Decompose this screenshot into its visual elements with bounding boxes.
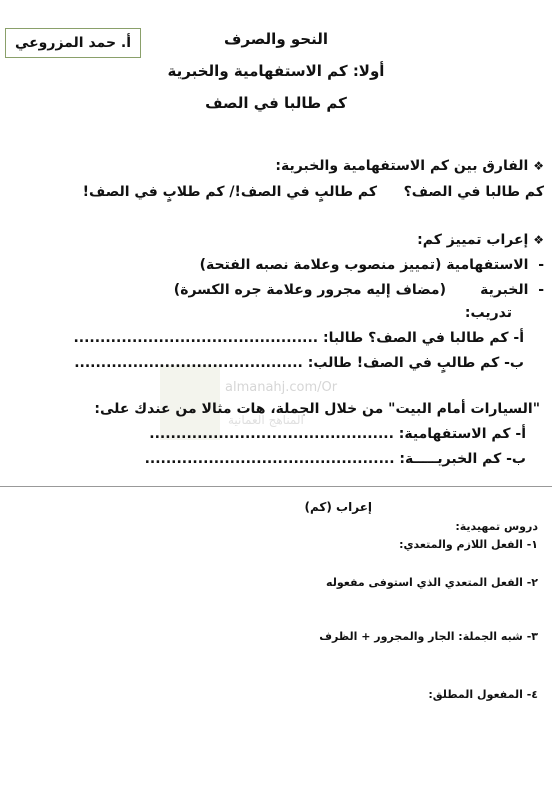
dash-bullet-icon: - — [538, 257, 544, 273]
predicative-example: كم طالبٍ في الصف!/ كم طلابٍ في الصف! — [82, 184, 377, 200]
tamyeez-item-rule: (مضاف إليه مجرور وعلامة جره الكسرة) — [173, 282, 446, 298]
tamyeez-item-label: الاستفهامية — [446, 257, 529, 273]
exercise-line-a: أ- كم الاستفهامية: .............................................. — [149, 426, 526, 442]
tamyeez-item-predicative — [174, 282, 544, 298]
subject-title: النحو والصرف — [224, 30, 328, 48]
page-divider — [0, 486, 552, 487]
tamyeez-heading-text: إعراب تمييز كم: — [417, 232, 529, 248]
section2-item-1: ١- الفعل اللازم والمتعدي: — [399, 538, 538, 551]
difference-heading — [275, 158, 544, 174]
tamyeez-item-label: الخبرية — [480, 282, 529, 298]
diamond-bullet-icon: ❖ — [533, 159, 544, 173]
section2-item-2: ٢- الفعل المتعدي الذي استوفى مفعوله — [326, 576, 538, 589]
training-line-b: ب- كم طالبٍ في الصف! طالب: ........................................... — [74, 355, 524, 371]
section2-intro: دروس تمهيدية: — [455, 520, 538, 533]
tamyeez-item-interrogative — [200, 257, 544, 273]
tamyeez-heading — [417, 232, 544, 248]
interrogative-example: كم طالبا في الصف؟ — [403, 184, 544, 200]
tamyeez-item-rule: (تمييز منصوب وعلامة نصبه الفتحة) — [199, 257, 442, 273]
lesson-title: أولا: كم الاستفهامية والخبرية — [167, 62, 385, 80]
section2-item-4: ٤- المفعول المطلق: — [428, 688, 538, 701]
exercise-line-b: ب- كم الخبريـــــة: ............................................... — [144, 451, 526, 467]
watermark-caption: المناهج العمانية — [228, 413, 304, 427]
dash-bullet-icon: - — [538, 282, 544, 298]
watermark-url: almanahj.com/Or — [225, 380, 338, 395]
exercise-prompt: "السيارات أمام البيت" من خلال الجملة، هات مثالا من عندك على: — [94, 401, 540, 417]
difference-heading-text: الفارق بين كم الاستفهامية والخبرية: — [275, 158, 529, 174]
section2-item-3: ٣- شبه الجملة: الجار والمجرور + الظرف — [319, 630, 538, 643]
training-line-a: أ- كم طالبا في الصف؟ طالبا: .............................................. — [73, 330, 524, 346]
teacher-name: أ. حمد المزروعي — [5, 28, 141, 58]
training-heading: تدريب: — [464, 305, 512, 321]
section2-title: إعراب (كم) — [304, 500, 372, 514]
diamond-bullet-icon: ❖ — [533, 233, 544, 247]
example-title: كم طالبا في الصف — [205, 94, 347, 112]
